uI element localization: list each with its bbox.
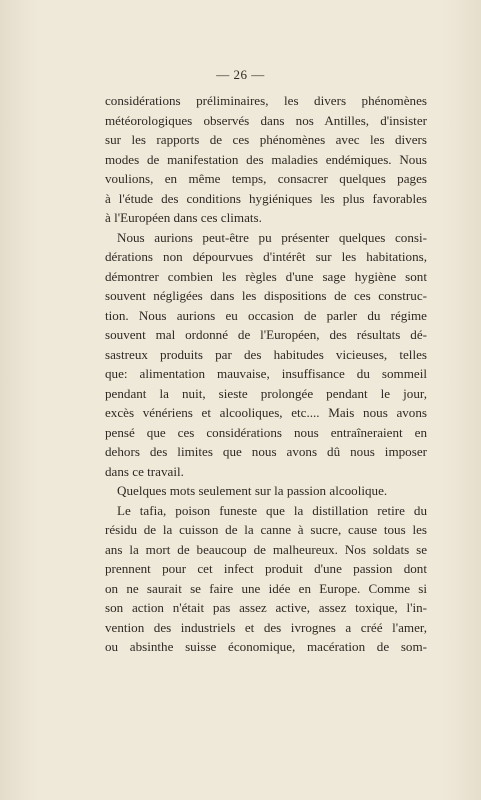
text-line: résidu de la cuisson de la canne à sucre, cause tous les bbox=[105, 522, 427, 537]
text-line: Le tafia, poison funeste que la distillation retire du bbox=[117, 502, 427, 518]
text-line: Nous aurions peut-être pu présenter quelques consi- bbox=[117, 229, 427, 245]
text-line: démontrer combien les règles d'une sage hygiène sont bbox=[105, 268, 427, 284]
text-line: souvent négligées dans les dispositions de ces construc- bbox=[105, 288, 427, 303]
text-line: tion. Nous aurions eu occasion de parler du régime bbox=[105, 307, 427, 323]
text-line: pensé que ces considérations nous entraîneraient en bbox=[105, 424, 427, 440]
text-line: sur les rapports de ces phénomènes avec les divers bbox=[105, 132, 427, 147]
text-line: souvent mal ordonné de l'Européen, des résultats dé- bbox=[105, 327, 427, 342]
text-line: on ne saurait se faire une idée en Europe. Comme si bbox=[105, 580, 427, 596]
text-line: météorologiques observés dans nos Antilles, d'insister bbox=[105, 112, 427, 128]
text-line: sastreux produits par des habitudes vicieuses, telles bbox=[105, 346, 427, 362]
text-line: prennent pour cet infect produit d'une passion dont bbox=[105, 561, 427, 576]
text-line: excès vénériens et alcooliques, etc.... Mais nous avons bbox=[105, 405, 427, 420]
text-line: à l'étude des conditions hygiéniques les plus favorables bbox=[105, 190, 427, 206]
text-line: à l'Européen dans ces climats. bbox=[105, 210, 262, 225]
text-line: ou absinthe suisse économique, macération de som- bbox=[105, 639, 427, 654]
text-line: pendant la nuit, sieste prolongée pendant le jour, bbox=[105, 385, 427, 401]
text-line: son action n'était pas assez active, assez toxique, l'in- bbox=[105, 600, 427, 615]
text-line: que: alimentation mauvaise, insuffisance du sommeil bbox=[105, 366, 427, 381]
text-line: voulions, en même temps, consacrer quelques pages bbox=[105, 171, 427, 186]
text-line: dehors des limites que nous avons dû nous imposer bbox=[105, 444, 427, 459]
text-line: ans la mort de beaucoup de malheureux. Nos soldats se bbox=[105, 541, 427, 557]
text-line: dérations non dépourvues d'intérêt sur les habitations, bbox=[105, 249, 427, 264]
body-text bbox=[105, 91, 427, 657]
text-line: Quelques mots seulement sur la passion alcoolique. bbox=[117, 483, 388, 498]
text-line: vention des industriels et des ivrognes a créé l'amer, bbox=[105, 619, 427, 635]
text-line: dans ce travail. bbox=[105, 463, 184, 479]
text-line: modes de manifestation des maladies endémiques. Nous bbox=[105, 151, 427, 167]
text-line: considérations préliminaires, les divers phénomènes bbox=[105, 93, 427, 108]
page-number: — 26 — bbox=[216, 67, 265, 82]
